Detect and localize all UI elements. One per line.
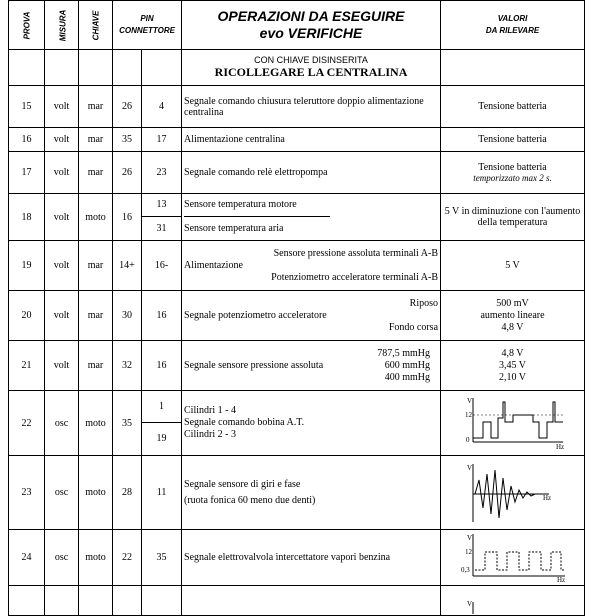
header-row	[9, 1, 585, 50]
cell-chiave: moto	[79, 194, 113, 241]
cell-chiave: moto	[79, 391, 113, 456]
table-row	[9, 456, 585, 530]
cell-valore	[441, 586, 585, 616]
svg-text:Hz: Hz	[556, 575, 565, 584]
svg-text:V: V	[466, 533, 472, 542]
table-row	[9, 86, 585, 128]
cell-misura: volt	[45, 152, 79, 194]
cell-valore: 500 mV aumento lineare 4,8 V	[441, 291, 585, 341]
cell-prova: 17	[9, 152, 45, 194]
cell-misura: osc	[45, 391, 79, 456]
cell-chiave: moto	[79, 456, 113, 530]
cell-operazione: Segnale sensore di giri e fase (ruota fonica 60 meno due denti)	[182, 456, 441, 530]
cell-pin-b: 35	[142, 530, 182, 586]
cell-chiave: mar	[79, 86, 113, 128]
cell-chiave: mar	[79, 128, 113, 152]
cell-misura: osc	[45, 456, 79, 530]
cell-operazione: Segnale comando chiusura teleruttore doppio alimentazione centralina	[182, 86, 441, 128]
cell-valore: Tensione batteria	[441, 128, 585, 152]
cell-pin-b: 17	[142, 128, 182, 152]
svg-text:V: V	[466, 463, 472, 472]
cell-valore: 5 V in diminuzione con l'aumento della temperatura	[441, 194, 585, 241]
cell-misura: osc	[45, 530, 79, 586]
table-row	[9, 152, 585, 194]
cell-valore	[441, 530, 585, 586]
cell-misura: volt	[45, 86, 79, 128]
cell-prova: 19	[9, 241, 45, 291]
cell-pin-b: 1 19	[142, 391, 182, 456]
cell-pin-a: 32	[113, 341, 142, 391]
cell-pin-b: 23	[142, 152, 182, 194]
cell-prova: 20	[9, 291, 45, 341]
cell-operazione: Alimentazione centralina	[182, 128, 441, 152]
header-prova: PROVA	[9, 1, 45, 50]
cell-valore	[441, 391, 585, 456]
cell-pin-b: 13 31	[142, 194, 182, 241]
header-operazioni: OPERAZIONI DA ESEGUIRE evo VERIFICHE	[182, 1, 441, 50]
cell-pin-b: 16-	[142, 241, 182, 291]
cell-pin-b: 16	[142, 341, 182, 391]
cell-misura: volt	[45, 194, 79, 241]
svg-text:12: 12	[464, 547, 472, 556]
cell-operazione: Segnale comando relè elettropompa	[182, 152, 441, 194]
cell-valore: 5 V	[441, 241, 585, 291]
cell-pin-a: 14+	[113, 241, 142, 291]
cell-prova: 16	[9, 128, 45, 152]
cell-prova: 22	[9, 391, 45, 456]
table-row-partial	[9, 586, 585, 616]
cell-pin-a: 16	[113, 194, 142, 241]
table-row	[9, 128, 585, 152]
cell-chiave: moto	[79, 530, 113, 586]
table-row	[9, 391, 585, 456]
cell-valore	[441, 456, 585, 530]
svg-text:Hz: Hz	[542, 493, 551, 502]
cell-pin-a: 35	[113, 128, 142, 152]
header-misura: MISURA	[45, 1, 79, 50]
cell-pin-b: 16	[142, 291, 182, 341]
cell-pin-a: 22	[113, 530, 142, 586]
header-valori: VALORI DA RILEVARE	[441, 1, 585, 50]
cell-operazione: Segnale elettrovalvola intercettatore vapori benzina	[182, 530, 441, 586]
intro-row	[9, 50, 585, 86]
cell-operazione: Riposo Segnale potenziometro acceleratore Fondo corsa	[182, 291, 441, 341]
cell-pin-a: 30	[113, 291, 142, 341]
rpm-sensor-waveform	[453, 460, 573, 526]
cell-operazione: Segnale sensore pressione assoluta 787,5 mmHg 600 mmHg 400 mmHg	[182, 341, 441, 391]
solenoid-waveform	[453, 532, 573, 584]
cell-misura: volt	[45, 291, 79, 341]
cell-operazione: Sensore pressione assoluta terminali A-B Alimentazione Potenziometro acceleratore terminali A-B	[182, 241, 441, 291]
cell-prova: 21	[9, 341, 45, 391]
diagnostic-sheet	[8, 0, 592, 608]
svg-text:V: V	[466, 599, 472, 608]
header-pin: PIN CONNETTORE	[113, 1, 182, 50]
cell-prova: 18	[9, 194, 45, 241]
cell-operazione: Cilindri 1 - 4 Segnale comando bobina A.T. Cilindri 2 - 3	[182, 391, 441, 456]
cell-operazione: Sensore temperatura motore Sensore temperatura aria	[182, 194, 441, 241]
intro-text: CON CHIAVE DISINSERITA RICOLLEGARE LA CENTRALINA	[182, 50, 441, 86]
cell-pin-a: 35	[113, 391, 142, 456]
cell-prova: 15	[9, 86, 45, 128]
cell-pin-a: 26	[113, 86, 142, 128]
svg-text:0,3: 0,3	[460, 565, 470, 574]
test-table	[8, 0, 585, 616]
partial-waveform	[453, 588, 573, 614]
cell-pin-a: 28	[113, 456, 142, 530]
cell-valore: Tensione batteria	[441, 86, 585, 128]
cell-prova: 24	[9, 530, 45, 586]
cell-pin-b: 4	[142, 86, 182, 128]
cell-valore: 4,8 V 3,45 V 2,10 V	[441, 341, 585, 391]
cell-pin-a: 26	[113, 152, 142, 194]
svg-text:Hz: Hz	[555, 443, 564, 451]
ignition-waveform	[453, 394, 573, 452]
table-row	[9, 341, 585, 391]
cell-misura: volt	[45, 341, 79, 391]
cell-prova: 23	[9, 456, 45, 530]
cell-valore: Tensione batteria temporizzato max 2 s.	[441, 152, 585, 194]
cell-pin-b: 11	[142, 456, 182, 530]
table-row	[9, 291, 585, 341]
table-row	[9, 530, 585, 586]
cell-chiave: mar	[79, 341, 113, 391]
svg-text:V: V	[466, 397, 472, 405]
cell-misura: volt	[45, 128, 79, 152]
table-row	[9, 241, 585, 291]
header-chiave: CHIAVE	[79, 1, 113, 50]
table-row	[9, 194, 585, 241]
svg-text:0: 0	[465, 436, 470, 444]
cell-misura: volt	[45, 241, 79, 291]
svg-text:12: 12	[464, 411, 472, 419]
cell-chiave: mar	[79, 291, 113, 341]
cell-chiave: mar	[79, 241, 113, 291]
cell-chiave: mar	[79, 152, 113, 194]
